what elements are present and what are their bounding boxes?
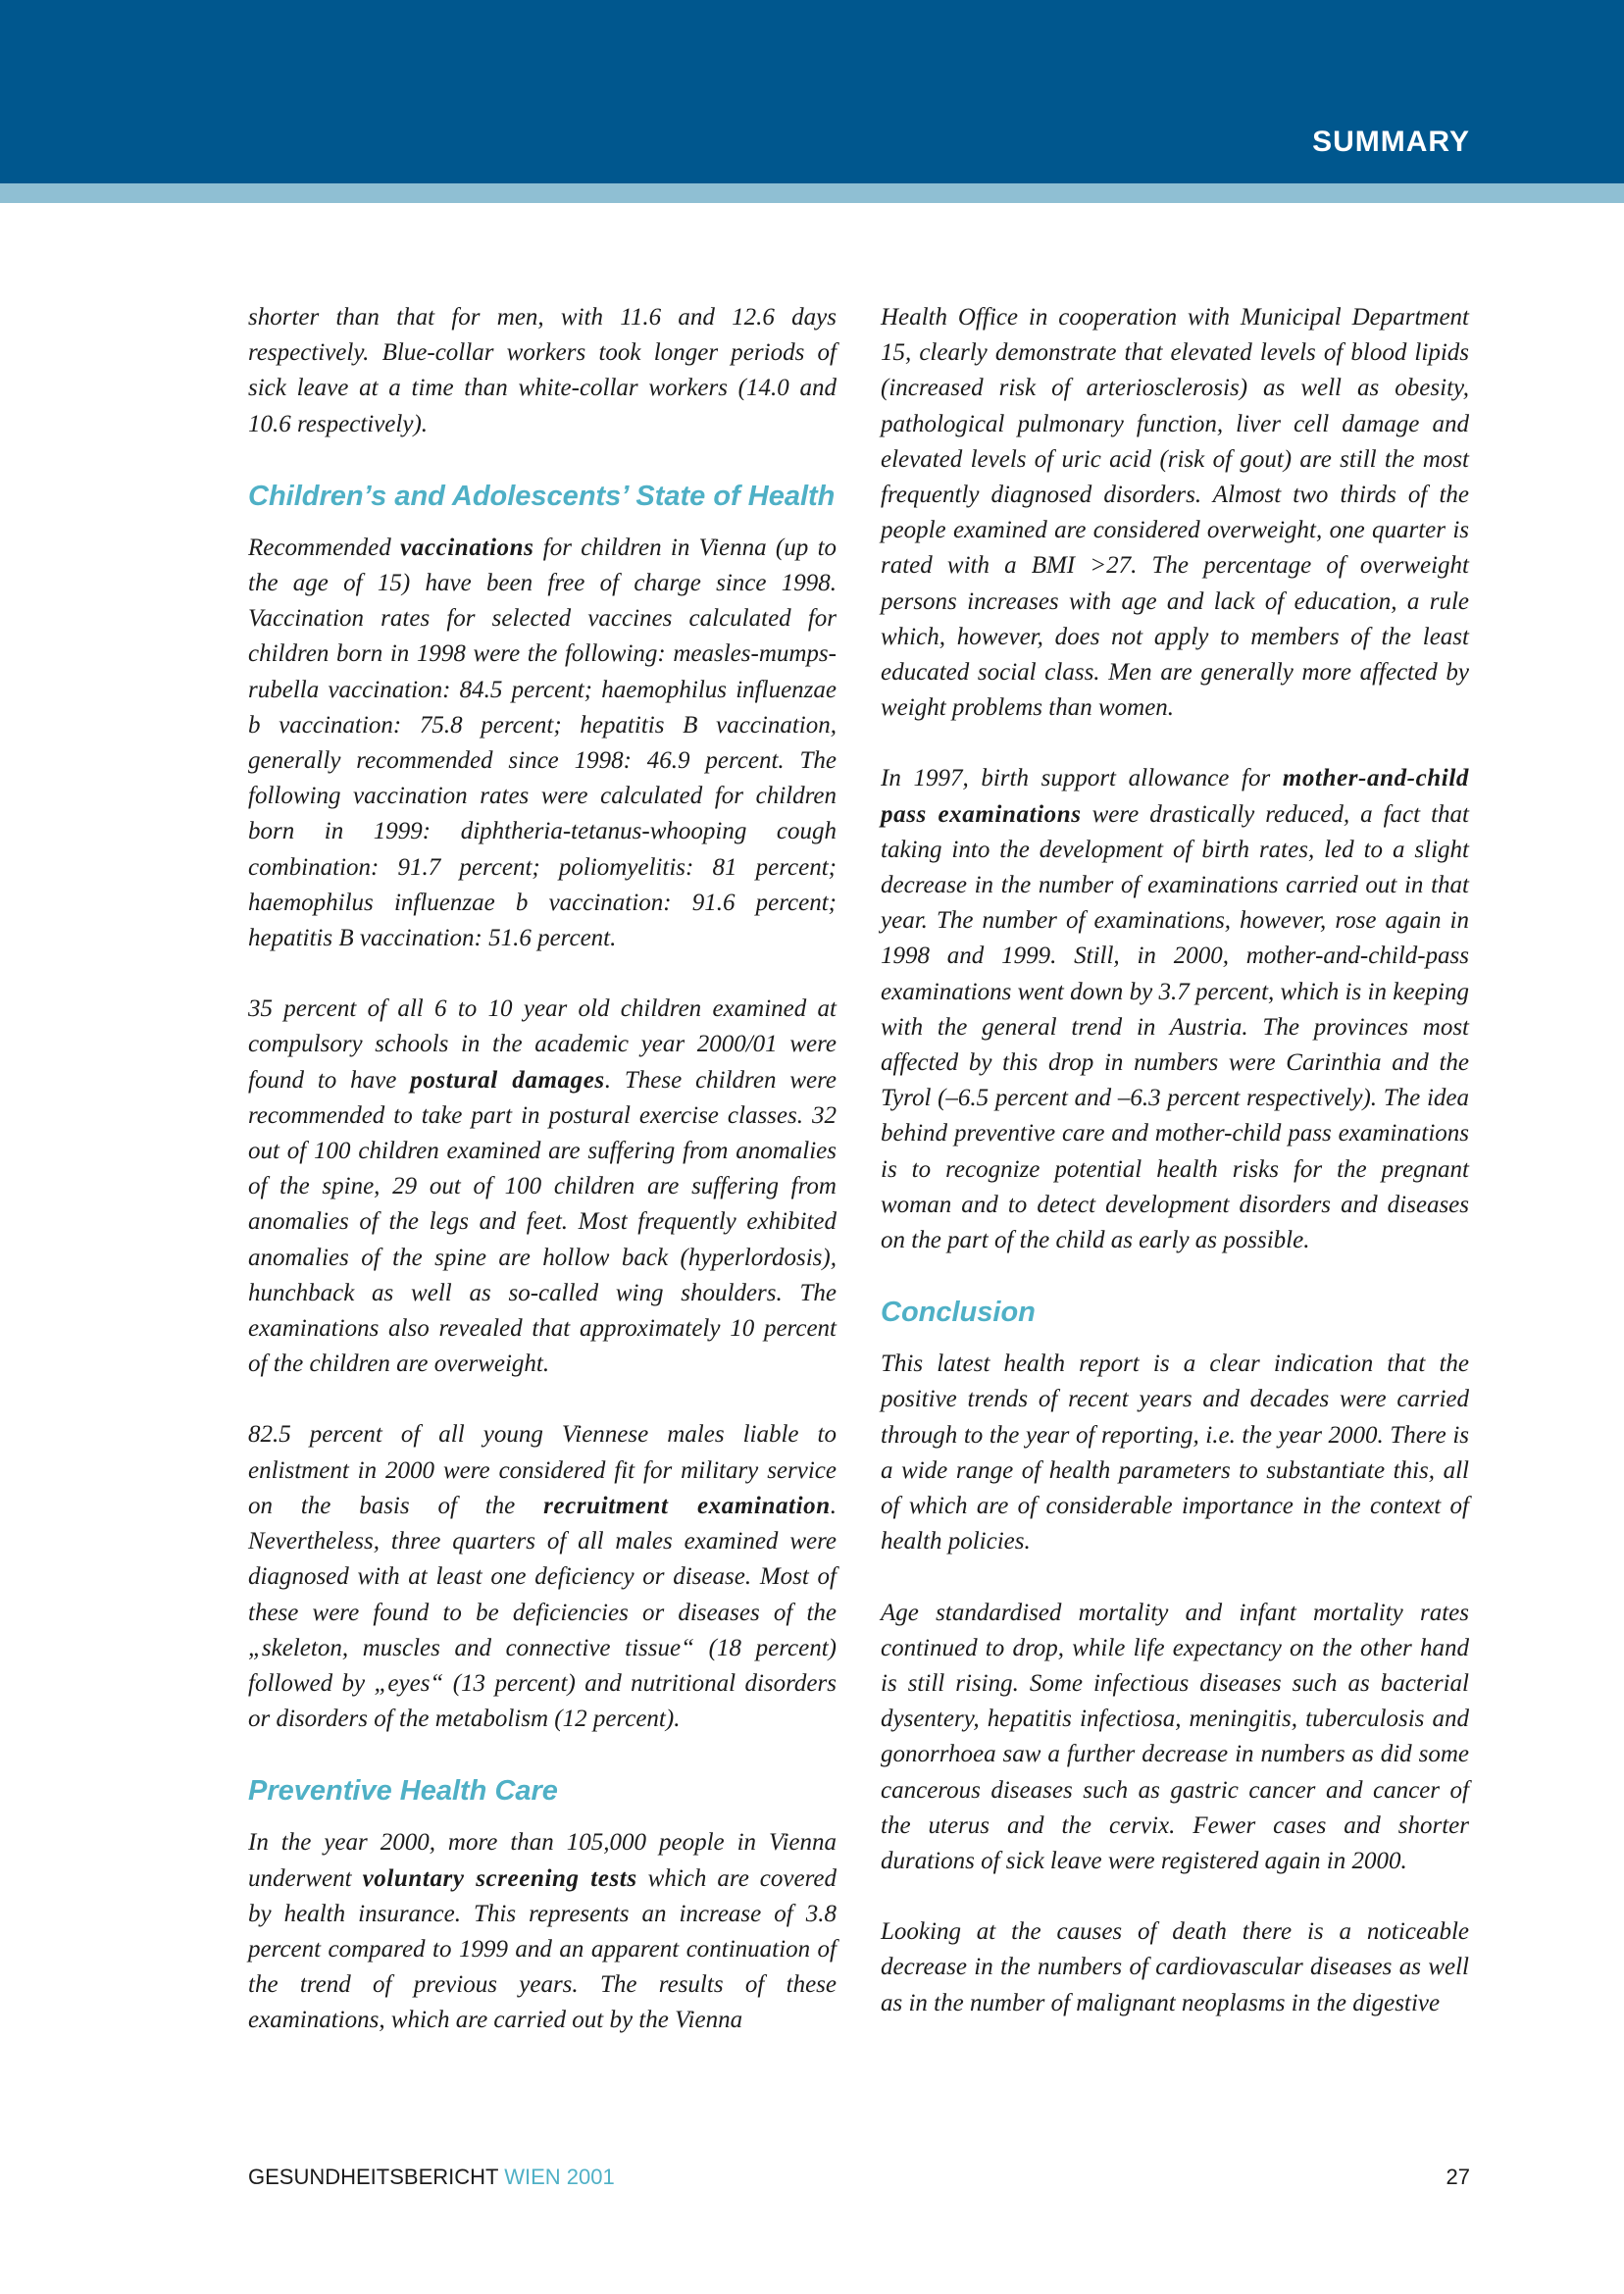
text-run: were drastically reduced, a fact that taking into the development of birth rates, led to a slight decrease in the number of examinations carried out in that year. The number of examinations, however, rose again in 1998 and 1999. Still, in 2000, mother-and-child-pass examinations went down by 3.7 percent, which is in keeping with the general trend in Austria. The provinces most affected by this drop in numbers were Carinthia and the Tyrol (–6.5 percent and –6.3 percent respectively). The idea behind preventive care and mother-child pass examinations is to recognize potential health risks for the pregnant woman and to detect development disorders and diseases on the part of the child as early as possible. [881,800,1469,1254]
paragraph: Age standardised mortality and infant mortality rates continued to drop, while life expectancy on the other hand is still rising. Some infectious diseases such as bacterial dysentery, hepatitis infectiosa, meningitis, tuberculosis and gonorrhoea saw a further decrease in numbers as did some cancerous diseases such as gastric cancer and cancer of the uterus and the cervix. Fewer cases and shorter durations of sick leave were registered again in 2000. [881,1599,1469,1874]
paragraph: Health Office in cooperation with Municipal Department 15, clearly demonstrate that elevated levels of blood lipids (increased risk of arteriosclerosis) as well as obesity, pathological pulmonary function, liver cell damage and elevated levels of uric acid (risk of gout) are still the most frequently diagnosed disorders. Almost two thirds of the people examined are considered overweight, one quarter is rated with a BMI >27. The percentage of overweight persons increases with age and lack of education, a rule which, however, does not apply to members of the least educated social class. Men are generally more affected by weight problems than women. [881,304,1469,722]
text-run: which are covered by health insurance. This represents an increase of 3.8 percent compared to 1999 and an apparent continuation of the trend of previous years. The results of these examinations, which are carried out by the Vienna [248,1864,837,2034]
section-title: SUMMARY [1312,126,1470,158]
paragraph: shorter than that for men, with 11.6 and 12.6 days respectively. Blue-collar workers took longer periods of sick leave at a time than white-collar workers (14.0 and 10.6 respectively). [248,304,837,437]
emphasis-postural-damages: postural damages [410,1066,605,1094]
text-run: Recommended [248,534,401,561]
header-band [0,0,1624,183]
text-run: . Nevertheless, three quarters of all males examined were diagnosed with at least one deficiency or disease. Most of these were found to be deficiencies or diseases of the „skeleton, muscles and connective tissue“ (18 percent) followed by „eyes“ (13 percent) and nutritional disorders or disorders of the metabolism (12 percent). [248,1492,837,1733]
footer-publication [248,2165,615,2190]
heading-conclusion: Conclusion [881,1297,1036,1329]
right-column [881,300,1469,2057]
header-accent-stripe [0,183,1624,203]
paragraph: This latest health report is a clear indication that the positive trends of recent years and decades were carried through to the year of reporting, i.e. the year 2000. There is a wide range of health parameters to substantiate this, all of which are of considerable importance in the context of health policies. [881,1351,1469,1555]
emphasis-vaccinations: vaccinations [400,534,534,561]
text-run: . These children were recommended to take part in postural exercise classes. 32 out of 100 children examined are suffering from anomalies of the spine, 29 out of 100 children are suffering from anomalies of the legs and feet. Most frequently exhibited anomalies of the spine are hollow back (hyperlordosis), hunchback as well as so-called wing shoulders. The examinations also revealed that approximately 10 percent of the children are overweight. [248,1066,837,1378]
paragraph-vaccinations [248,531,837,956]
heading-childrens-health: Children’s and Adolescents’ State of Health [248,480,836,512]
emphasis-recruitment-examination: recruitment examination [543,1492,831,1519]
paragraph-mother-child [881,761,1469,1258]
left-column [248,300,837,2074]
page-number: 27 [1446,2165,1470,2189]
publication-name: GESUNDHEITSBERICHT [248,2165,499,2189]
publication-edition: WIEN 2001 [504,2165,615,2189]
paragraph-recruitment [248,1417,837,1737]
text-run: 35 percent of all 6 to 10 year old children examined at compulsory schools in the academic year 2000/01 were found to have [248,995,837,1094]
paragraph-postural [248,992,837,1382]
text-run: for children in Vienna (up to the age of 15) have been free of charge since 1998. Vaccination rates for selected vaccines calculated for children born in 1998 were the following: measles-mumps-rubella vaccination: 84.5 percent; haemophilus influenzae b vaccination: 75.8 percent; hepatitis B vaccination, generally recommended since 1998: 46.9 percent. The following vaccination rates were calculated for children born in 1999: diphtheria-tetanus-whooping cough combination: 91.7 percent; poliomyelitis: 81 percent; haemophilus influenzae b vaccination: 91.6 percent; hepatitis B vaccination: 51.6 percent. [248,534,837,952]
paragraph: Looking at the causes of death there is a noticeable decrease in the numbers of cardiovascular diseases as well as in the number of malignant neoplasms in the digestive [881,1918,1469,2016]
text-run: In 1997, birth support allowance for [881,765,1283,792]
text-run: In the year 2000, more than 105,000 people in Vienna underwent [248,1829,837,1892]
paragraph-screening [248,1825,837,2038]
emphasis-screening-tests: voluntary screening tests [362,1864,637,1892]
heading-preventive-care: Preventive Health Care [248,1775,558,1808]
text-run: 82.5 percent of all young Viennese males liable to enlistment in 2000 were considered fit for military service on the basis of the [248,1421,837,1519]
emphasis-mother-child-pass: mother-and-child pass examinations [881,765,1469,828]
